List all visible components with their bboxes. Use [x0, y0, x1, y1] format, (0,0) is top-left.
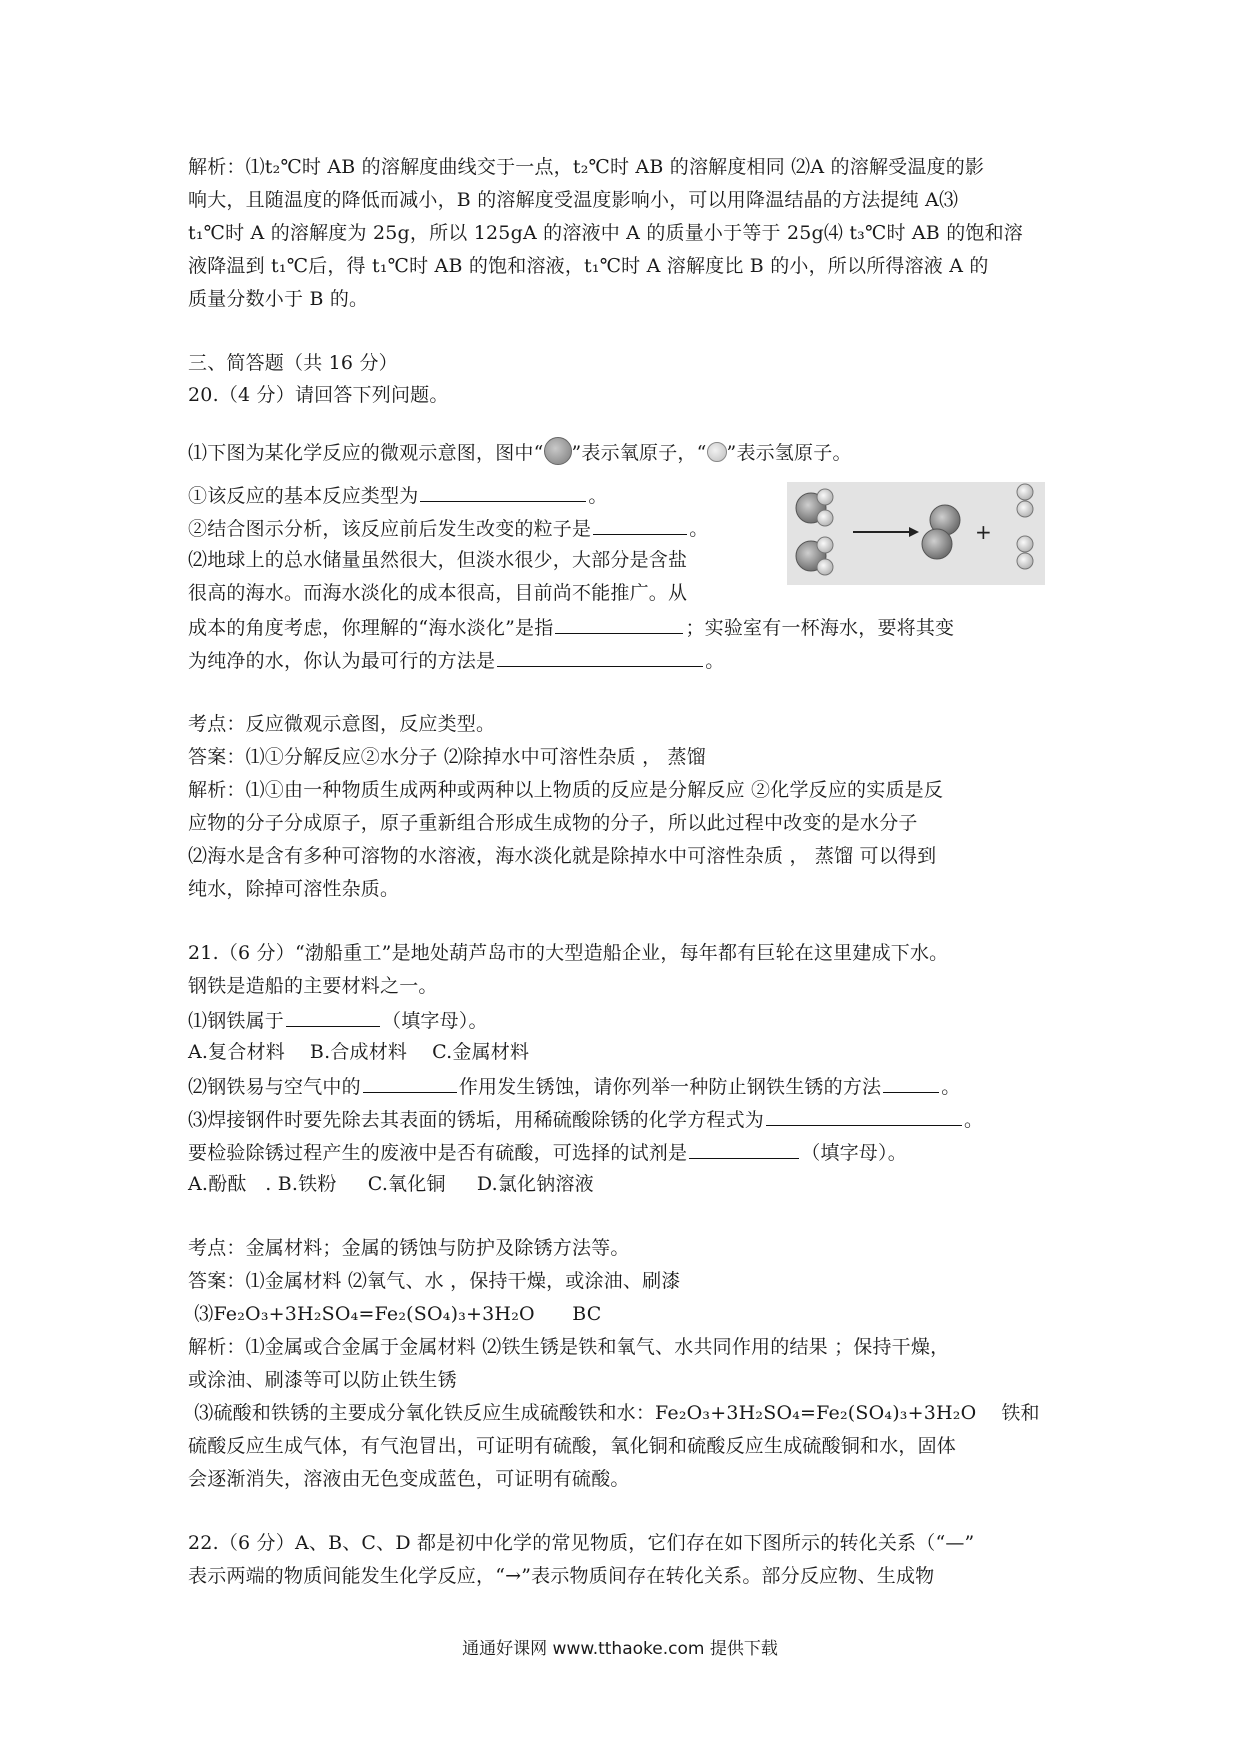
q20-kaodian: 考点：反应微观示意图，反应类型。 — [188, 713, 496, 735]
q20-jiexi-1: 解析：⑴①由一种物质生成两种或两种以上物质的反应是分解反应 ②化学反应的实质是反 — [188, 779, 944, 801]
hydrogen-molecule-icon — [1017, 484, 1033, 517]
hydrogen-molecule-icon — [1017, 536, 1033, 569]
q20-sub2 — [188, 512, 708, 544]
q20-intro — [188, 437, 852, 468]
answer-blank[interactable] — [286, 1004, 380, 1027]
reaction-arrow-icon — [853, 527, 919, 537]
q21-part2-c: 。 — [941, 1076, 961, 1098]
q20-part2-line4 — [188, 644, 724, 676]
answer-blank[interactable] — [689, 1136, 799, 1159]
q20-part2-line3-a: 成本的角度考虑，你理解的“海水淡化”是指 — [188, 617, 554, 639]
q20-part2-line4-b: 。 — [705, 650, 725, 672]
q21-part3-b: 。 — [964, 1109, 984, 1131]
hydrogen-atom-icon — [707, 442, 727, 462]
q21-jiexi-3: ⑶硫酸和铁锈的主要成分氧化铁反应生成硫酸铁和水：Fe₂O₃+3H₂SO₄=Fe₂(SO₄)₃+3H₂O 铁和 — [188, 1402, 1040, 1424]
q20-intro-b: ”表示氧原子，“ — [571, 442, 707, 464]
q21-part1 — [188, 1004, 488, 1036]
q20-sub2-end: 。 — [689, 518, 709, 540]
q22-line1: 22.（6 分）A、B、C、D 都是初中化学的常见物质，它们存在如下图所示的转化关系（“—” — [188, 1532, 975, 1554]
q21-part3 — [188, 1103, 983, 1135]
p1-line-5: 质量分数小于 B 的。 — [188, 288, 369, 310]
q22-line2: 表示两端的物质间能发生化学反应，“→”表示物质间存在转化关系。部分反应物、生成物 — [188, 1565, 935, 1587]
q20-intro-c: ”表示氢原子。 — [726, 442, 852, 464]
q20-part2-line3-b: ；实验室有一杯海水，要将其变 — [685, 617, 955, 639]
q21-jiexi-2: 或涂油、刷漆等可以防止铁生锈 — [188, 1369, 457, 1391]
answer-blank[interactable] — [497, 644, 703, 667]
answer-blank[interactable] — [593, 512, 687, 535]
q20-jiexi-4: 纯水，除掉可溶性杂质。 — [188, 878, 400, 900]
q21-part4-b: （填字母）。 — [801, 1142, 907, 1164]
answer-blank[interactable] — [766, 1103, 962, 1126]
q20-part2-line4-a: 为纯净的水，你认为最可行的方法是 — [188, 650, 496, 672]
q21-jiexi-1: 解析：⑴金属或合金属于金属材料 ⑵铁生锈是铁和氧气、水共同作用的结果 ；保持干燥， — [188, 1336, 950, 1358]
q21-part3-a: ⑶焊接钢件时要先除去其表面的锈垢，用稀硫酸除锈的化学方程式为 — [188, 1109, 765, 1131]
oxygen-atom-icon — [544, 437, 572, 465]
q20-part2-line3 — [188, 611, 954, 643]
answer-blank[interactable] — [420, 479, 586, 502]
q21-jiexi-5: 会逐渐消失，溶液由无色变成蓝色，可证明有硫酸。 — [188, 1468, 630, 1490]
q20-sub1-text: ①该反应的基本反应类型为 — [188, 485, 419, 507]
answer-blank[interactable] — [363, 1070, 457, 1093]
water-molecule-icon — [796, 537, 833, 575]
q21-part2 — [188, 1070, 960, 1102]
q21-answer-1: 答案：⑴金属材料 ⑵氧气、水 ，保持干燥，或涂油、刷漆 — [188, 1270, 681, 1292]
answer-blank[interactable] — [555, 611, 683, 634]
answer-blank[interactable] — [883, 1070, 939, 1093]
q20-sub1 — [188, 479, 608, 511]
q20-sub1-end: 。 — [588, 485, 608, 507]
q20-answer: 答案：⑴①分解反应②水分子 ⑵除掉水中可溶性杂质 ， 蒸馏 — [188, 746, 706, 768]
q21-options-2: A.酚酞 . B.铁粉 C.氧化铜 D.氯化钠溶液 — [188, 1173, 594, 1195]
q21-part1-a: ⑴钢铁属于 — [188, 1010, 285, 1032]
q21-jiexi-4: 硫酸反应生成气体，有气泡冒出，可证明有硫酸，氧化铜和硫酸反应生成硫酸铜和水，固体 — [188, 1435, 957, 1457]
q21-part4-a: 要检验除锈过程产生的废液中是否有硫酸，可选择的试剂是 — [188, 1142, 688, 1164]
q21-part2-a: ⑵钢铁易与空气中的 — [188, 1076, 361, 1098]
q20-sub2-text: ②结合图示分析，该反应前后发生改变的粒子是 — [188, 518, 592, 540]
p1-line-1: 解析：⑴t₂℃时 AB 的溶解度曲线交于一点，t₂℃时 AB 的溶解度相同 ⑵A 的溶解受温度的影 — [188, 156, 985, 178]
oxygen-molecule-icon — [922, 505, 960, 559]
q21-options-1: A.复合材料 B.合成材料 C.金属材料 — [188, 1041, 530, 1063]
q21-part4 — [188, 1136, 907, 1168]
q20-intro-a: ⑴下图为某化学反应的微观示意图，图中“ — [188, 442, 544, 464]
plus-sign: + — [975, 520, 992, 544]
p1-line-4: 液降温到 t₁℃后，得 t₁℃时 AB 的饱和溶液，t₁℃时 A 溶解度比 B 的小，所以所得溶液 A 的 — [188, 255, 989, 277]
q20-part2-line1: ⑵地球上的总水储量虽然很大，但淡水很少，大部分是含盐 — [188, 549, 688, 571]
q21-answer-2: ⑶Fe₂O₃+3H₂SO₄=Fe₂(SO₄)₃+3H₂O BC — [188, 1303, 602, 1325]
p1-line-3: t₁℃时 A 的溶解度为 25g，所以 125gA 的溶液中 A 的质量小于等于 25g⑷ t₃℃时 AB 的饱和溶 — [188, 222, 1024, 244]
reaction-diagram — [787, 482, 1045, 585]
q20-jiexi-3: ⑵海水是含有多种可溶物的水溶液，海水淡化就是除掉水中可溶性杂质 ， 蒸馏 可以得到 — [188, 845, 937, 867]
q21-part1-b: （填字母）。 — [382, 1010, 488, 1032]
q21-kaodian: 考点：金属材料；金属的锈蚀与防护及除锈方法等。 — [188, 1237, 630, 1259]
q21-part2-b: 作用发生锈蚀，请你列举一种防止钢铁生锈的方法 — [458, 1076, 882, 1098]
reaction-diagram-svg — [787, 482, 1045, 585]
q21-line2: 钢铁是造船的主要材料之一。 — [188, 975, 438, 997]
water-molecule-icon — [796, 489, 833, 526]
q20-part2-line2: 很高的海水。而海水淡化的成本很高，目前尚不能推广。从 — [188, 582, 688, 604]
q20-title: 20.（4 分）请回答下列问题。 — [188, 384, 449, 406]
q20-jiexi-2: 应物的分子分成原子，原子重新组合形成生成物的分子，所以此过程中改变的是水分子 — [188, 812, 918, 834]
section-title: 三、简答题（共 16 分） — [188, 352, 398, 374]
p1-line-2: 响大，且随温度的降低而减小，B 的溶解度受温度影响小，可以用降温结晶的方法提纯 A⑶ — [188, 189, 959, 211]
page-footer: 通通好课网 www.tthaoke.com 提供下载 — [462, 1639, 778, 1659]
q21-title: 21.（6 分）“渤船重工”是地处葫芦岛市的大型造船企业，每年都有巨轮在这里建成下水。 — [188, 942, 949, 964]
